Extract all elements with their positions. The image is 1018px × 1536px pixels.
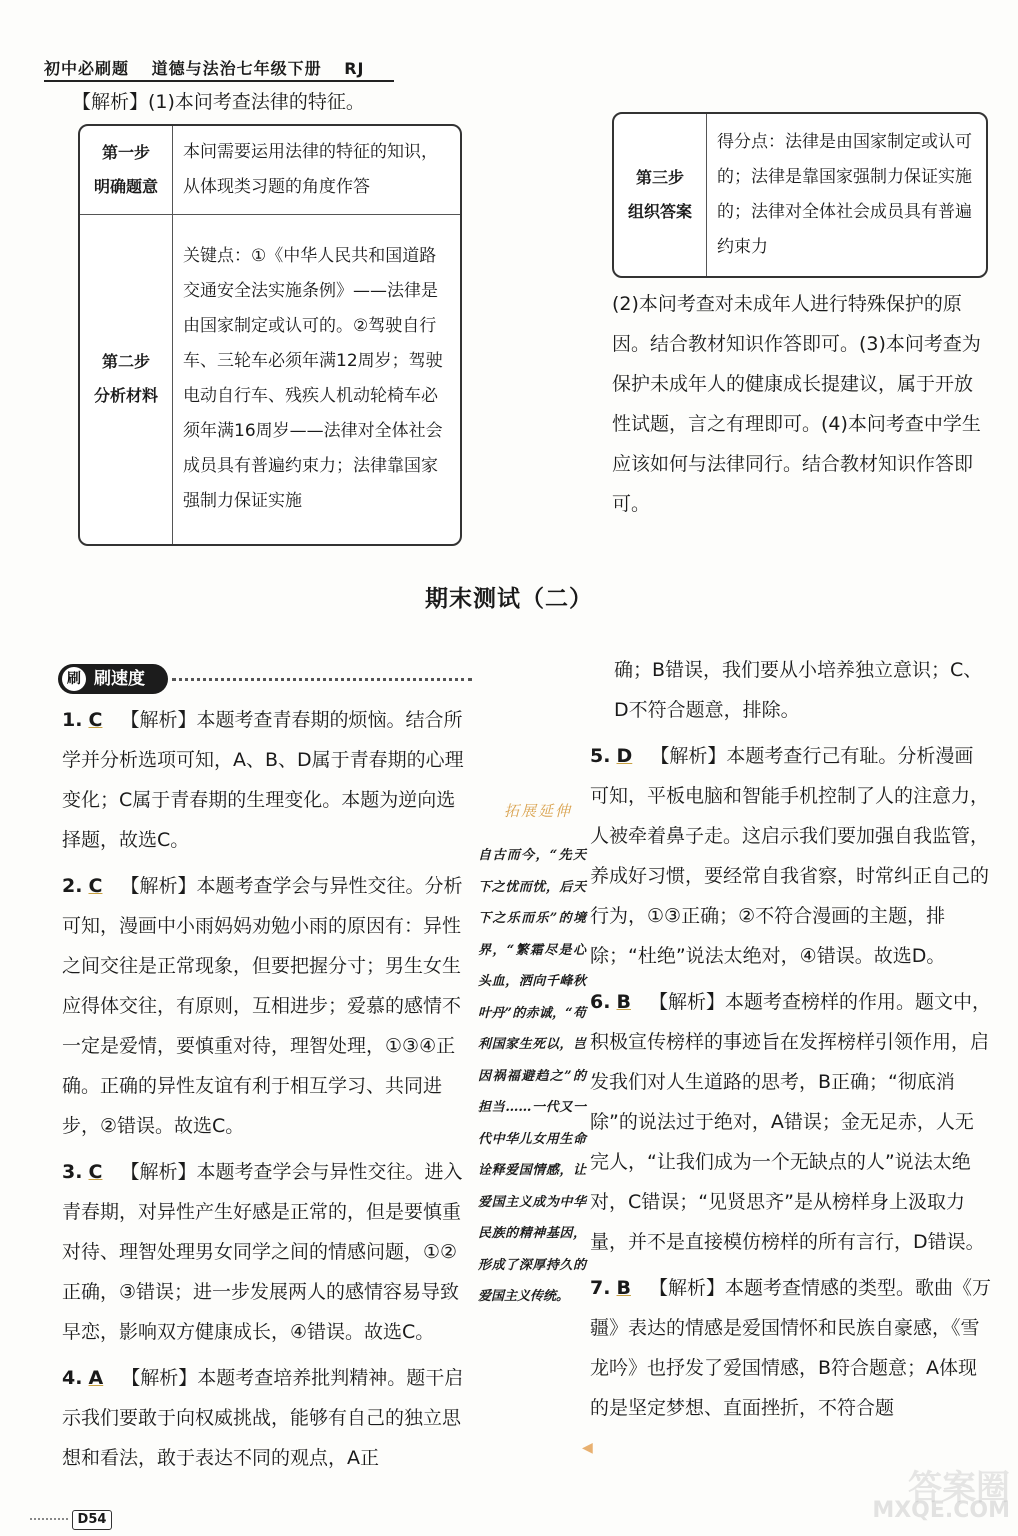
footer-dots — [30, 1518, 68, 1520]
answer-letter: C — [88, 875, 103, 897]
dotted-divider — [172, 678, 472, 681]
answer-letter: D — [616, 745, 633, 767]
page-number: D54 — [72, 1510, 112, 1530]
analysis-table-right — [612, 112, 988, 278]
answer-letter: B — [616, 991, 631, 1013]
answer-letter: B — [616, 1277, 631, 1299]
header-series: 初中必刷题 — [44, 59, 130, 78]
step3-label: 第三步 组织答案 — [614, 114, 707, 276]
right-answer-column — [590, 650, 992, 1428]
step3-text: 得分点：法律是由国家制定或认可的；法律是靠国家强制力保证实施的；法律对全体社会成员具有普遍约束力 — [707, 114, 987, 276]
step2-label: 第二步 分析材料 — [80, 214, 173, 544]
intro-line: 【解析】(1)本问考查法律的特征。 — [72, 91, 365, 113]
answer-item-3: 3. C 【解析】本题考查学会与异性交往。进入青春期，对异性产生好感是正常的，但是要慎重对待、理智处理男女同学之间的情感问题，①②正确，③错误；进一步发展两人的感情容易导致早恋，影响双方健康成长，④错误。故选C。 — [62, 1161, 463, 1343]
badge-label: 刷速度 — [94, 669, 145, 689]
answer-item-7: 7. B 【解析】本题考查情感的类型。歌曲《万疆》表达的情感是爱国情怀和民族自豪感，《雪龙吟》也抒发了爱国情感，B符合题意；A体现的是坚定梦想、直面挫折，不符合题 — [590, 1277, 992, 1419]
answer-item-5: 5. D 【解析】本题考查行己有耻。分析漫画可知，平板电脑和智能手机控制了人的注意力，人被牵着鼻子走。这启示我们要加强自我监管，养成好习惯，要经常自我省察，时常纠正自己的行为，①③正确；②不符合漫画的主题，排除；“杜绝”说法太绝对，④错误。故选D。 — [590, 745, 990, 967]
header-edition: RJ — [344, 59, 365, 78]
section-title: 期末测试（二） — [425, 586, 593, 612]
arrow-left-icon: ◀ — [582, 1440, 593, 1456]
answer-item-2: 2. C 【解析】本题考查学会与异性交往。分析可知，漫画中小雨妈妈劝勉小雨的原因有：异性之间交往是正常现象，但要把握分寸；男生女生应得体交往，有原则，互相进步；爱慕的感情不一定是爱情，要慎重对待，理智处理，①③④正确。正确的异性友谊有利于相互学习、共同进步，②错误。故选C。 — [62, 875, 463, 1137]
sidebar-text: 自古而今，“先天下之忧而忧，后天下之乐而乐”的境界，“繁霜尽是心头血，洒向千峰秋叶丹”的赤诚，“苟利国家生死以，岂因祸福避趋之”的担当……一代又一代中华儿女用生命诠释爱国情感，让爱国主义成为中华民族的精神基因，形成了深厚持久的爱国主义传统。 — [478, 848, 586, 1304]
analysis-table-left — [78, 124, 462, 546]
answer-item-4-cont: 确；B错误，我们要从小培养独立意识；C、D不符合题意，排除。 — [614, 659, 983, 721]
sidebar-title: 拓展延伸 — [503, 802, 572, 820]
watermark-url: MXQE.COM — [872, 1498, 1010, 1523]
answer-item-1: 1. C 【解析】本题考查青春期的烦恼。结合所学并分析选项可知，A、B、D属于青春期的心理变化；C属于青春期的生理变化。本题为逆向选择题，故选C。 — [62, 709, 464, 851]
step1-text: 本问需要运用法律的特征的知识，从体现类习题的角度作答 — [173, 126, 461, 214]
answer-letter: C — [88, 1161, 103, 1183]
brush-icon: 刷 — [62, 667, 86, 691]
answer-item-6: 6. B 【解析】本题考查榜样的作用。题文中，积极宣传榜样的事迹旨在发挥榜样引领作用，启发我们对人生道路的思考，B正确；“彻底消除”的说法过于绝对，A错误；金无足赤，人无完人，“让我们成为一个无缺点的人”说法太绝对，C错误；“见贤思齐”是从榜样身上汲取力量，并不是直接模仿榜样的所有言行，D错误。 — [590, 991, 992, 1253]
answer-letter: A — [88, 1367, 104, 1389]
answer-letter: C — [88, 709, 103, 731]
answer-item-4: 4. A 【解析】本题考查培养批判精神。题干启示我们要敢于向权威挑战，能够有自己的独立思想和看法，敢于表达不同的观点，A正 — [62, 1367, 464, 1469]
running-header — [44, 56, 380, 79]
watermark-logo: 答案圈 — [908, 1468, 1010, 1508]
right-paragraph: (2)本问考查对未成年人进行特殊保护的原因。结合教材知识作答即可。(3)本问考查为保护未成年人的健康成长提建议，属于开放性试题，言之有理即可。(4)本问考查中学生应该如何与法律同行。结合教材知识作答即可。 — [612, 293, 981, 515]
left-answer-column — [62, 700, 466, 1478]
header-subject: 道德与法治七年级下册 — [151, 59, 322, 78]
speed-badge — [58, 664, 168, 694]
step1-label: 第一步 明确题意 — [80, 126, 173, 214]
step2-text: 关键点：①《中华人民共和国道路交通安全法实施条例》——法律是由国家制定或认可的。②驾驶自行车、三轮车必须年满12周岁；驾驶电动自行车、残疾人机动轮椅车必须年满16周岁——法律对全体社会成员具有普遍约束力；法律靠国家强制力保证实施 — [173, 214, 461, 544]
